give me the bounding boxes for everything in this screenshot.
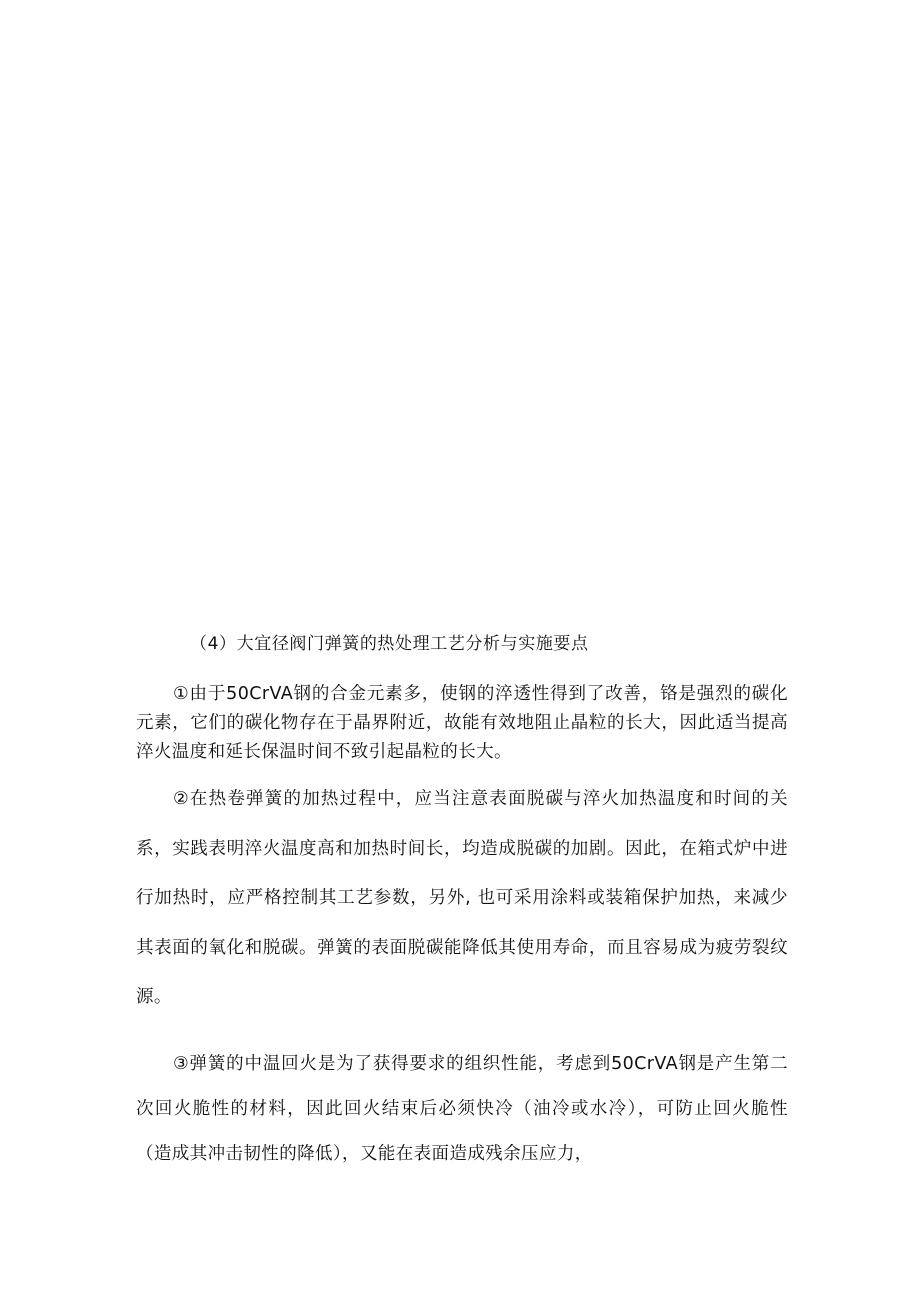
paragraph-3: ③弹簧的中温回火是为了获得要求的组织性能，考虑到50CrVA钢是产生第二次回火脆性的材料，因此回火结束后必须快冷（油冷或水冷），可防止回火脆性（造成其冲击韧性的降低），又能在表面造成残余压应力， bbox=[136, 1054, 788, 1164]
section-heading: （4）大宜径阀门弹簧的热处理工艺分析与实施要点 bbox=[190, 634, 589, 654]
paragraph-1: ①由于50CrVA钢的合金元素多，使钢的淬透性得到了改善，铬是强烈的碳化元素，它们的碳化物存在于晶界附近，故能有效地阻止晶粒的长大，因此适当提高淬火温度和延长保温时间不致引起晶粒的长大。 bbox=[136, 684, 788, 762]
paragraph-2: ②在热卷弹簧的加热过程中，应当注意表面脱碳与淬火加热温度和时间的关系，实践表明淬火温度高和加热时间长，均造成脱碳的加剧。因此，在箱式炉中进行加热时，应严格控制其工艺参数，另外, 也可采用涂料或装箱保护加热，来减少其表面的氧化和脱碳。弹簧的表面脱碳能降低其使用寿命，而且容易成为疲劳裂纹源。 bbox=[136, 789, 788, 1007]
